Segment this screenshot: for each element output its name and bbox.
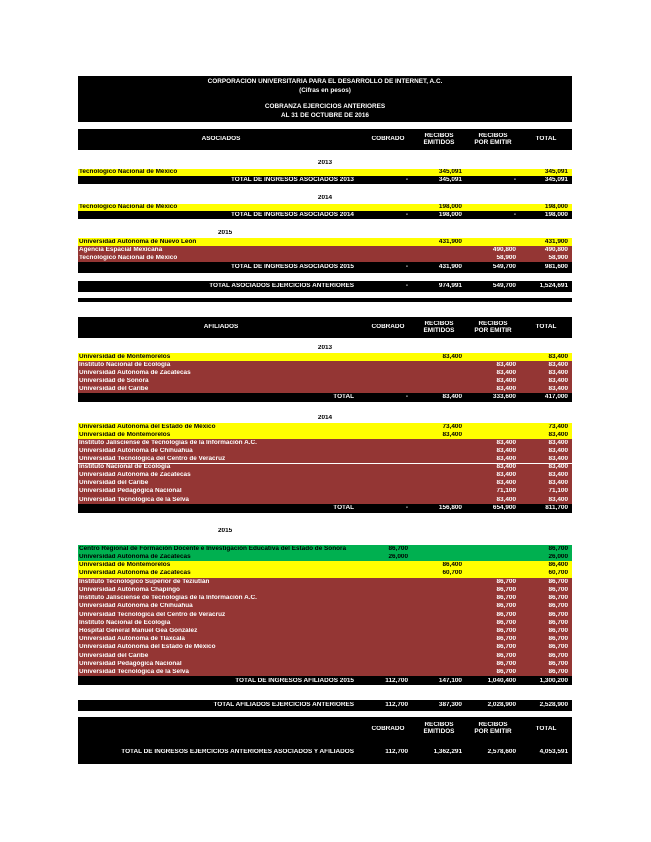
cobrado-value: 86,700: [388, 545, 408, 552]
total-value: 86,700: [548, 619, 568, 626]
emitidos-total: 974,991: [438, 283, 462, 290]
por-emitir-total: 333,600: [492, 394, 516, 401]
total-value: 86,700: [548, 636, 568, 643]
institution-name: Universidad Autónoma de Tlaxcala: [79, 636, 185, 643]
institution-name: Universidad Autónoma de Chihuahua: [79, 447, 193, 454]
total-value: 86,700: [548, 668, 568, 675]
column-header-cobrado: COBRADO: [371, 725, 405, 732]
institution-name: Universidad Autónoma de Zacatecas: [79, 472, 191, 479]
afiliado-row: [78, 553, 572, 561]
year-label: 2015: [218, 528, 233, 535]
title-block: [78, 76, 572, 122]
year-heading: [78, 193, 572, 203]
afiliado-row: [78, 472, 572, 480]
total-total: 1,300,200: [539, 677, 568, 684]
total-afiliados-2014: [78, 504, 572, 513]
afiliado-row: [78, 423, 572, 431]
institution-name: Universidad Autónoma de Nuevo León: [79, 238, 197, 245]
afiliado-row: [78, 353, 572, 361]
afiliado-row: [78, 545, 572, 553]
total-value: 86,700: [548, 660, 568, 667]
total-value: 345,091: [544, 169, 568, 176]
final-total-label: TOTAL DE INGRESOS EJERCICIOS ANTERIORES ASOCIADOS Y AFILIADOS: [121, 748, 354, 755]
emitidos-value: 83,400: [442, 353, 462, 360]
total-value: 83,400: [548, 353, 568, 360]
report-sheet: [78, 76, 572, 764]
column-header-total: TOTAL: [535, 136, 557, 143]
final-summary: [78, 717, 572, 764]
por-emitir-total: 1,040,400: [487, 677, 516, 684]
column-header-por-emitir: RECIBOS POR EMITIR: [474, 722, 512, 735]
afiliado-row: [78, 369, 572, 377]
institution-name: Tecnologico Nacional de México: [79, 204, 178, 211]
por-emitir-value: 58,900: [496, 254, 516, 261]
afiliado-row: [78, 488, 572, 496]
institution-name: Instituto Nacional de Ecología: [79, 619, 171, 626]
afiliado-row: [78, 496, 572, 504]
total-value: 86,700: [548, 611, 568, 618]
total-value: 83,400: [548, 456, 568, 463]
asociado-row: [78, 246, 572, 254]
por-emitir-value: 71,100: [496, 488, 516, 495]
total-total: 981,600: [544, 264, 568, 271]
asociado-row: [78, 204, 572, 211]
afiliado-row: [78, 570, 572, 579]
total-value: 83,400: [548, 496, 568, 503]
total-value: 83,400: [548, 361, 568, 368]
institution-name: Universidad Autónoma de Zacatecas: [79, 553, 191, 560]
institution-name: Hospital General Manuel Gea González: [79, 627, 198, 634]
report-name: COBRANZA EJERCICIOS ANTERIORES: [264, 103, 386, 110]
column-header-total: TOTAL: [535, 725, 557, 732]
institution-name: Universidad Tecnológica de la Selva: [79, 668, 189, 675]
emitidos-value: 73,400: [442, 423, 462, 430]
year-heading: [78, 158, 572, 168]
total-total: 345,091: [544, 176, 568, 183]
institution-name: Universidad Tecnológica del Centro de Veracruz: [79, 456, 226, 463]
total-value: 431,900: [544, 238, 568, 245]
institution-name: Universidad Autónoma del Estado de México: [79, 423, 216, 430]
column-header-total: TOTAL: [535, 324, 557, 331]
afiliado-row: [78, 561, 572, 570]
por-emitir-value: 86,700: [496, 636, 516, 643]
total-label: TOTAL DE INGRESOS ASOCIADOS 2014: [231, 211, 354, 218]
total-afiliados-anteriores: [78, 700, 572, 711]
institution-name: Universidad Autónoma de Zacatecas: [79, 369, 191, 376]
institution-name: Instituto Jalisciense de Tecnologías de la Información A.C.: [79, 595, 257, 602]
por-emitir-total: 549,700: [492, 283, 516, 290]
total-label: TOTAL DE INGRESOS ASOCIADOS 2013: [231, 176, 354, 183]
afiliado-row: [78, 455, 572, 463]
institution-name: Tecnologico Nacional de México: [79, 169, 178, 176]
por-emitir-value: 86,700: [496, 644, 516, 651]
por-emitir-value: 86,700: [496, 668, 516, 675]
total-value: 490,800: [544, 246, 568, 253]
final-por-emitir: 2,578,600: [487, 748, 516, 755]
por-emitir-value: 83,400: [496, 369, 516, 376]
por-emitir-total: -: [513, 176, 516, 183]
total-value: 83,400: [548, 480, 568, 487]
total-total: 811,700: [545, 505, 568, 512]
cobrado-value: 26,000: [388, 553, 408, 560]
emitidos-total: 198,000: [438, 211, 462, 218]
por-emitir-value: 83,400: [496, 439, 516, 446]
afiliado-row: [78, 586, 572, 594]
institution-name: Agencia Espacial Mexicana: [79, 246, 163, 253]
total-value: 86,700: [548, 578, 568, 585]
por-emitir-value: 86,700: [496, 595, 516, 602]
por-emitir-value: 83,400: [496, 472, 516, 479]
afiliado-row: [78, 644, 572, 652]
total-value: 86,700: [548, 595, 568, 602]
por-emitir-value: 83,400: [496, 377, 516, 384]
por-emitir-value: 490,800: [492, 246, 516, 253]
total-value: 86,700: [548, 627, 568, 634]
por-emitir-value: 86,700: [496, 652, 516, 659]
afiliado-row: [78, 668, 572, 676]
final-emitidos: 1,362,291: [433, 748, 462, 755]
asociado-row: [78, 254, 572, 262]
emitidos-total: 156,800: [438, 505, 462, 512]
total-value: 73,400: [548, 423, 568, 430]
por-emitir-value: 86,700: [496, 619, 516, 626]
institution-name: Universidad del Caribe: [79, 385, 149, 392]
afiliado-row: [78, 635, 572, 643]
column-header-cobrado: COBRADO: [371, 136, 405, 143]
total-total: 417,000: [544, 394, 568, 401]
por-emitir-value: 83,400: [496, 464, 516, 471]
column-header-cobrado: COBRADO: [371, 324, 405, 331]
por-emitir-value: 83,400: [496, 361, 516, 368]
column-header-entity: AFILIADOS: [203, 324, 239, 331]
institution-name: Universidad de Sonora: [79, 377, 149, 384]
final-total-values: [78, 741, 572, 763]
total-label: TOTAL AFILIADOS EJERCICIOS ANTERIORES: [213, 702, 354, 709]
por-emitir-value: 86,700: [496, 603, 516, 610]
cobrado-total: -: [405, 211, 408, 218]
emitidos-value: 83,400: [442, 431, 462, 438]
afiliado-row: [78, 611, 572, 619]
total-value: 83,400: [548, 472, 568, 479]
total-value: 26,000: [548, 553, 568, 560]
por-emitir-total: -: [513, 211, 516, 218]
column-header-por-emitir: RECIBOS POR EMITIR: [474, 132, 512, 146]
total-value: 198,000: [544, 204, 568, 211]
asociado-row: [78, 238, 572, 246]
por-emitir-total: 654,900: [492, 505, 516, 512]
emitidos-total: 387,300: [438, 702, 462, 709]
afiliado-row: [78, 480, 572, 488]
total-label: TOTAL ASOCIADOS EJERCICIOS ANTERIORES: [209, 283, 354, 290]
por-emitir-value: 83,400: [496, 456, 516, 463]
total-total: 198,000: [544, 211, 568, 218]
institution-name: Centro Regional de Formación Docente e Investigación Educativa del Estado de Sonora: [79, 545, 347, 552]
total-label: TOTAL: [333, 394, 354, 401]
por-emitir-value: 83,400: [496, 447, 516, 454]
total-total: 1,524,691: [539, 283, 568, 290]
institution-name: Universidad Autónoma del Estado de México: [79, 644, 216, 651]
institution-name: Instituto Jalisciense de Tecnologías de la Información A.C.: [79, 439, 257, 446]
year-label: 2013: [317, 159, 333, 166]
institution-name: Universidad de Montemorelos: [79, 561, 171, 568]
cobrado-total: -: [405, 505, 408, 512]
total-value: 83,400: [548, 385, 568, 392]
final-column-headers: [78, 717, 572, 741]
institution-name: Tecnologico Nacional de México: [79, 254, 178, 261]
total-value: 83,400: [548, 369, 568, 376]
por-emitir-value: 86,700: [496, 578, 516, 585]
institution-name: Instituto Nacional de Ecología: [79, 361, 171, 368]
institution-name: Universidad de Montemorelos: [79, 431, 171, 438]
column-header-entity: ASOCIADOS: [201, 136, 241, 143]
institution-name: Universidad Pedagógica Nacional: [79, 488, 182, 495]
cobrado-total: 112,700: [385, 677, 408, 684]
total-value: 83,400: [548, 464, 568, 471]
column-header-emitidos: RECIBOS EMITIDOS: [423, 132, 455, 146]
title-line: CORPORACIÓN UNIVERSITARIA PARA EL DESARROLLO DE INTERNET, A.C.: [207, 78, 443, 85]
cobrado-total: -: [405, 264, 408, 271]
total-asociados-2013: [78, 176, 572, 184]
cobrado-total: -: [405, 176, 408, 183]
afiliado-row: [78, 361, 572, 369]
final-total: 4,053,591: [539, 748, 568, 755]
institution-name: Universidad Tecnológica de la Selva: [79, 496, 189, 503]
afiliado-row: [78, 578, 572, 586]
afiliado-row: [78, 603, 572, 611]
afiliados-header: [78, 317, 572, 338]
institution-name: Universidad del Caribe: [79, 652, 149, 659]
total-label: TOTAL DE INGRESOS ASOCIADOS 2015: [231, 264, 354, 271]
separator-band: [78, 298, 572, 302]
institution-name: Universidad Autónoma de Zacatecas: [79, 570, 191, 577]
asociados-header: [78, 129, 572, 150]
column-header-por-emitir: RECIBOS POR EMITIR: [474, 320, 512, 334]
cobrado-total: 112,700: [385, 702, 408, 709]
final-cobrado: 112,700: [385, 748, 408, 755]
emitidos-value: 86,400: [442, 561, 462, 568]
total-label: TOTAL DE INGRESOS AFILIADOS 2015: [235, 677, 354, 684]
afiliado-row: [78, 594, 572, 602]
column-header-emitidos: RECIBOS EMITIDOS: [423, 722, 455, 735]
cobrado-total: -: [405, 283, 408, 290]
institution-name: Universidad Autónoma de Chihuahua: [79, 603, 193, 610]
por-emitir-value: 86,700: [496, 627, 516, 634]
institution-name: Universidad Pedagógica Nacional: [79, 660, 182, 667]
total-value: 83,400: [548, 377, 568, 384]
total-value: 83,400: [548, 431, 568, 438]
emitidos-value: 60,700: [442, 570, 462, 577]
year-heading: [78, 228, 572, 238]
report-date: AL 31 DE OCTUBRE DE 2016: [281, 111, 369, 119]
institution-name: Universidad de Montemorelos: [79, 353, 171, 360]
total-value: 60,700: [548, 570, 568, 577]
total-afiliados-2015: [78, 676, 572, 685]
total-asociados-2014: [78, 211, 572, 219]
emitidos-value: 198,000: [438, 204, 462, 211]
institution-name: Instituto Nacional de Ecología: [79, 464, 171, 471]
asociado-row: [78, 169, 572, 176]
year-label: 2014: [317, 415, 333, 422]
total-value: 58,900: [548, 254, 568, 261]
afiliado-row: [78, 439, 572, 447]
por-emitir-value: 86,700: [496, 660, 516, 667]
afiliado-row: [78, 464, 572, 472]
afiliado-row: [78, 660, 572, 668]
total-value: 86,700: [548, 586, 568, 593]
por-emitir-value: 83,400: [496, 496, 516, 503]
total-value: 83,400: [548, 439, 568, 446]
cobrado-total: -: [405, 394, 408, 401]
por-emitir-value: 86,700: [496, 611, 516, 618]
afiliado-row: [78, 652, 572, 660]
year-heading: [78, 526, 572, 537]
total-value: 83,400: [548, 447, 568, 454]
por-emitir-value: 83,400: [496, 480, 516, 487]
total-value: 86,700: [548, 644, 568, 651]
afiliado-row: [78, 431, 572, 439]
total-total: 2,528,900: [539, 702, 568, 709]
institution-name: Instituto Tecnológico Superior de Teziutlán: [79, 578, 210, 585]
total-asociados-anteriores: [78, 281, 572, 292]
institution-name: Universidad Tecnológica del Centro de Veracruz: [79, 611, 226, 618]
institution-name: Universidad del Caribe: [79, 480, 149, 487]
total-value: 86,700: [548, 652, 568, 659]
total-value: 86,400: [548, 561, 568, 568]
emitidos-value: 431,900: [438, 238, 462, 245]
afiliado-row: [78, 447, 572, 455]
afiliado-row: [78, 619, 572, 627]
afiliado-row: [78, 627, 572, 635]
total-value: 86,700: [548, 545, 568, 552]
total-label: TOTAL: [333, 505, 354, 512]
emitidos-total: 345,091: [438, 176, 462, 183]
year-label: 2014: [317, 194, 333, 201]
total-afiliados-2013: [78, 393, 572, 402]
institution-name: Universidad Autónoma Chapingo: [79, 586, 180, 593]
emitidos-total: 147,100: [438, 677, 462, 684]
por-emitir-total: 549,700: [492, 264, 516, 271]
total-asociados-2015: [78, 262, 572, 273]
total-value: 86,700: [548, 603, 568, 610]
subtitle-line: (Cifras en pesos): [299, 86, 351, 94]
por-emitir-total: 2,028,900: [487, 702, 516, 709]
por-emitir-value: 86,700: [496, 586, 516, 593]
por-emitir-value: 83,400: [496, 385, 516, 392]
afiliado-row: [78, 385, 572, 393]
year-label: 2013: [317, 345, 333, 352]
year-label: 2015: [218, 229, 233, 236]
emitidos-total: 431,900: [438, 264, 462, 271]
emitidos-total: 83,400: [442, 394, 462, 401]
total-value: 71,100: [548, 488, 568, 495]
afiliado-row: [78, 377, 572, 385]
emitidos-value: 345,091: [438, 169, 462, 176]
column-header-emitidos: RECIBOS EMITIDOS: [423, 320, 455, 334]
